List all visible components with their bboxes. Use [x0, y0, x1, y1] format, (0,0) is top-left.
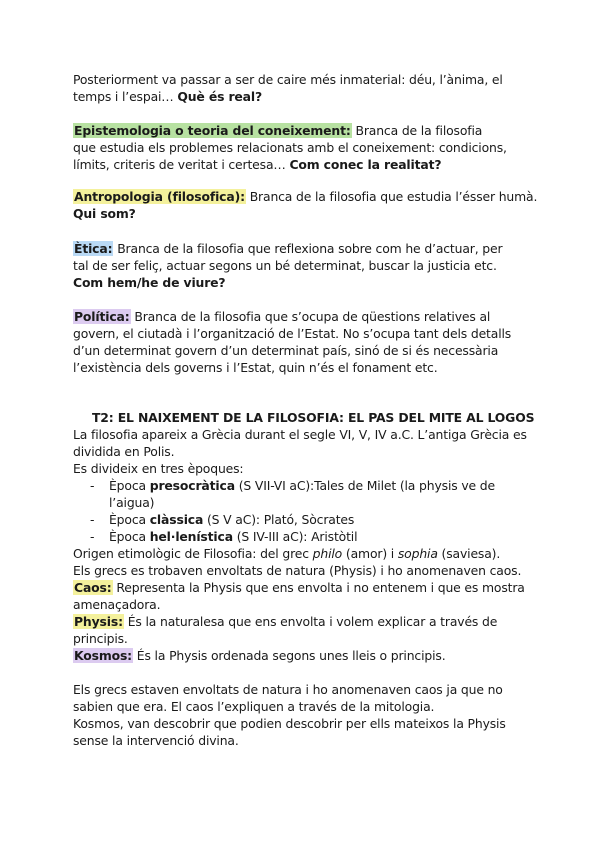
- physis-line: principis.: [73, 631, 128, 646]
- final-line: sense la intervenció divina.: [73, 733, 239, 748]
- t2-line: La filosofia apareix a Grècia durant el segle VI, V, IV a.C. L’antiga Grècia es: [73, 427, 527, 442]
- antropologia-text: Branca de la filosofia que estudia l’ésser humà.: [249, 189, 538, 204]
- origen-text: (amor) i: [342, 546, 398, 561]
- intro-line: [73, 88, 533, 105]
- epoch-prefix: Època: [109, 529, 150, 544]
- politica-line: [73, 308, 533, 325]
- t2-body: [73, 426, 533, 664]
- politica-line: govern, el ciutadà i l’organització de l’Estat. No s’ocupa tant dels detalls: [73, 326, 512, 341]
- politica-term: Política:: [74, 309, 130, 324]
- kosmos-line: [73, 647, 533, 664]
- etica-line: [73, 240, 533, 257]
- epistemologia-paragraph: [73, 122, 533, 173]
- epistemologia-line: [73, 156, 533, 173]
- epoch-prefix: Època: [109, 512, 150, 527]
- origen-text: Origen etimològic de Filosofia: del grec: [73, 546, 313, 561]
- physis-term: Physis:: [74, 614, 123, 629]
- epistemologia-line: que estudia els problemes relacionats amb el coneixement: condicions,: [73, 140, 507, 155]
- epoch-name: clàssica: [149, 512, 204, 527]
- epistemologia-line: [73, 122, 533, 139]
- etica-question: Com hem/he de viure?: [73, 275, 226, 290]
- kosmos-text: És la Physis ordenada segons unes lleis o principis.: [136, 648, 446, 663]
- epoch-name: presocràtica: [149, 478, 235, 493]
- physis-text: És la naturalesa que ens envolta i volem explicar a través de: [127, 614, 498, 629]
- final-paragraph: [73, 681, 533, 749]
- t2-line: dividida en Polis.: [73, 444, 175, 459]
- intro-line: Posteriorment va passar a ser de caire més inmaterial: déu, l’ànima, el: [73, 72, 503, 87]
- list-item: - Època clàssica (S V aC): Plató, Sòcrates: [90, 512, 355, 527]
- politica-text: Branca de la filosofia que s’ocupa de qüestions relatives al: [134, 309, 491, 324]
- caos-text: Representa la Physis que ens envolta i no entenem i que es mostra: [116, 580, 525, 595]
- epochs-list: [73, 477, 533, 545]
- intro-question: Què és real?: [177, 89, 263, 104]
- epistemologia-question: Com conec la realitat?: [289, 157, 442, 172]
- final-line: Kosmos, van descobrir que podien descobrir per ells mateixos la Physis: [73, 716, 506, 731]
- origen-text: (saviesa).: [437, 546, 501, 561]
- sophia-word: sophia: [397, 546, 438, 561]
- caos-term: Caos:: [74, 580, 112, 595]
- list-item-continuation: l’aigua): [109, 495, 155, 510]
- politica-line: d’un determinat govern d’un determinat país, sinó de si és necessària: [73, 343, 499, 358]
- politica-line: l’existència dels governs i l’Estat, quin n’és el fonament etc.: [73, 360, 438, 375]
- epoch-detail: (S VII-VI aC):Tales de Milet (la physis ve de: [234, 478, 495, 493]
- antropologia-question: Qui som?: [73, 206, 136, 221]
- politica-paragraph: [73, 308, 533, 376]
- epoch-prefix: Època: [109, 478, 150, 493]
- list-item: - Època presocràtica (S VII-VI aC):Tales de Milet (la physis ve de: [90, 478, 495, 493]
- caos-line: [73, 579, 533, 596]
- intro-paragraph: [73, 71, 533, 105]
- etica-line: [73, 274, 533, 291]
- antropologia-line: [73, 188, 538, 205]
- etica-paragraph: [73, 240, 533, 291]
- epoch-detail: (S V aC): Plató, Sòcrates: [203, 512, 355, 527]
- kosmos-term: Kosmos:: [74, 648, 132, 663]
- physis-line: [73, 613, 533, 630]
- antropologia-line: [73, 205, 533, 222]
- epistemologia-text: Branca de la filosofia: [355, 123, 483, 138]
- t2-line: Es divideix en tres èpoques:: [73, 461, 244, 476]
- epistemologia-text: límits, criteris de veritat i certesa…: [73, 157, 286, 172]
- intro-text: temps i l’espai…: [73, 89, 174, 104]
- epoch-name: hel·lenística: [149, 529, 233, 544]
- epoch-detail: (S IV-III aC): Aristòtil: [232, 529, 358, 544]
- list-item: - Època hel·lenística (S IV-III aC): Aristòtil: [90, 529, 358, 544]
- final-line: sabien que era. El caos l’expliquen a través de la mitologia.: [73, 699, 435, 714]
- epistemologia-term: Epistemologia o teoria del coneixement:: [74, 123, 351, 138]
- antropologia-paragraph: [73, 188, 538, 222]
- antropologia-term: Antropologia (filosofica):: [74, 189, 245, 204]
- section-heading: T2: EL NAIXEMENT DE LA FILOSOFIA: EL PAS DEL MITE AL LOGOS: [92, 410, 535, 425]
- etica-line: tal de ser feliç, actuar segons un bé determinat, buscar la justicia etc.: [73, 258, 497, 273]
- final-line: Els grecs estaven envoltats de natura i ho anomenaven caos ja que no: [73, 682, 503, 697]
- etica-term: Ètica:: [74, 241, 113, 256]
- grecs-line: Els grecs es trobaven envoltats de natura (Physis) i ho anomenaven caos.: [73, 563, 522, 578]
- caos-line: amenaçadora.: [73, 597, 161, 612]
- etica-text: Branca de la filosofia que reflexiona sobre com he d’actuar, per: [117, 241, 503, 256]
- origen-line: [73, 545, 533, 562]
- philo-word: philo: [312, 546, 343, 561]
